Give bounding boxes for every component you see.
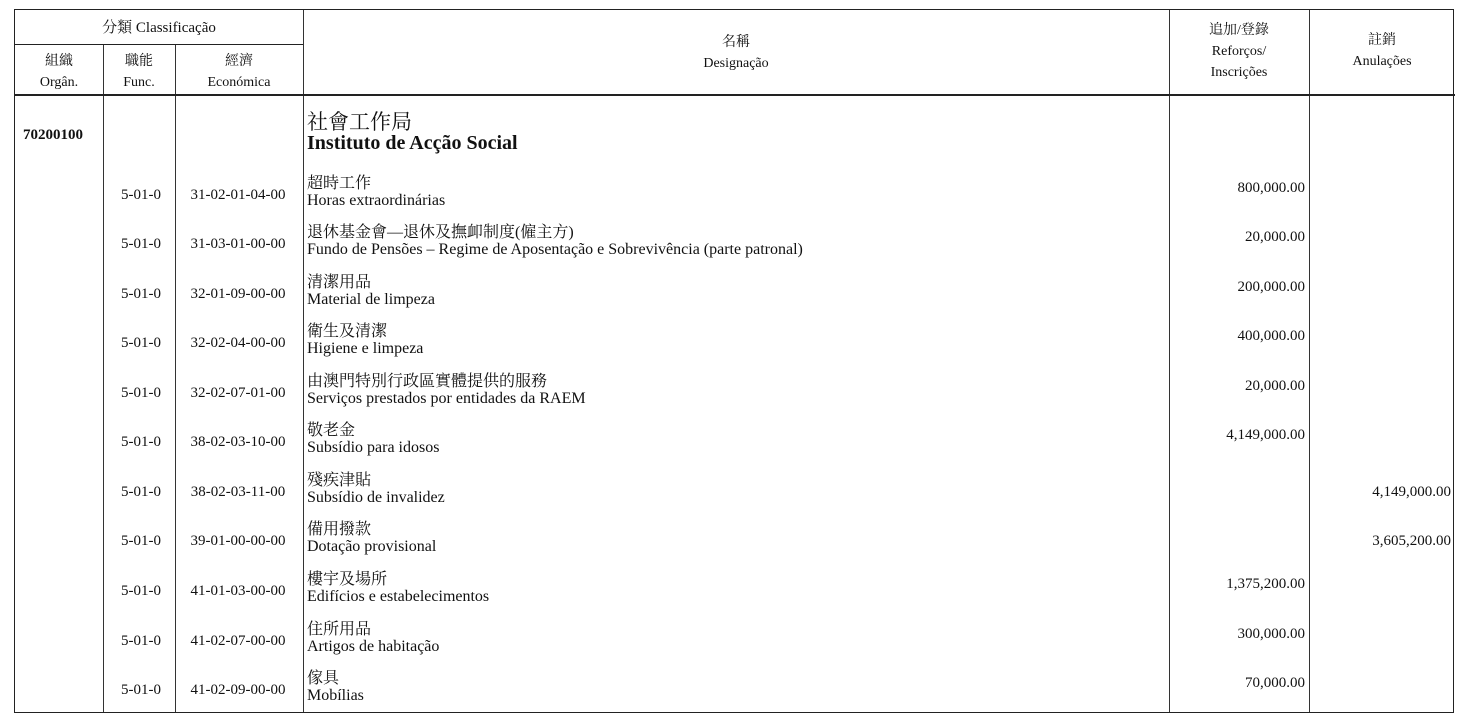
econ-code: 41-02-09-00-00 — [190, 682, 286, 698]
func-code: 5-01-0 — [121, 236, 161, 252]
designation-zh: 敬老金 — [307, 422, 356, 439]
reforco-amount: 400,000.00 — [1237, 328, 1305, 344]
func-code: 5-01-0 — [121, 583, 161, 599]
organ-header — [15, 51, 103, 93]
func-header — [103, 51, 175, 93]
econ-code: 31-03-01-00-00 — [190, 236, 286, 252]
designation-zh: 傢具 — [307, 670, 340, 687]
func-header-pt: Func. — [123, 75, 155, 90]
designation-pt: Fundo de Pensões – Regime de Aposentação e Sobrevivência (parte patronal) — [307, 241, 803, 258]
reforco-amount: 300,000.00 — [1237, 626, 1305, 642]
designation-zh: 由澳門特別行政區實體提供的服務 — [307, 373, 548, 390]
anulacoes-header — [1309, 30, 1455, 72]
designation-zh: 超時工作 — [307, 175, 372, 192]
func-code: 5-01-0 — [121, 187, 161, 203]
designation-pt: Artigos de habitação — [307, 638, 440, 655]
table-row — [15, 275, 1455, 324]
table-row — [15, 324, 1455, 373]
reforcos-header-pt2: Inscrições — [1210, 65, 1268, 80]
table-row — [15, 225, 1455, 274]
func-code: 5-01-0 — [121, 286, 161, 302]
organ-code: 70200100 — [23, 127, 83, 143]
reforco-amount: 20,000.00 — [1245, 229, 1305, 245]
reforcos-header-zh: 追加/登錄 — [1209, 23, 1269, 38]
table-row — [15, 572, 1455, 621]
table-row — [15, 176, 1455, 225]
designation-pt: Dotação provisional — [307, 538, 437, 555]
department-name-zh: 社會工作局 — [307, 110, 412, 134]
designation-pt: Edifícios e estabelecimentos — [307, 588, 490, 605]
designation-pt: Higiene e limpeza — [307, 340, 424, 357]
reforco-amount: 20,000.00 — [1245, 378, 1305, 394]
func-code: 5-01-0 — [121, 533, 161, 549]
reforco-amount: 70,000.00 — [1245, 675, 1305, 691]
budget-table — [14, 9, 1454, 713]
organ-header-pt: Orgân. — [39, 75, 79, 90]
designation-zh: 衛生及清潔 — [307, 323, 388, 340]
anulacao-amount: 3,605,200.00 — [1372, 533, 1451, 549]
anulacoes-header-zh: 註銷 — [1368, 33, 1396, 48]
designation-zh: 清潔用品 — [307, 274, 372, 291]
designation-zh: 退休基金會—退休及撫卹制度(僱主方) — [307, 224, 574, 241]
table-row — [15, 671, 1455, 720]
designation-zh: 樓宇及場所 — [307, 571, 388, 588]
econ-code: 32-01-09-00-00 — [190, 286, 286, 302]
designation-pt: Subsídio para idosos — [307, 439, 440, 456]
reforco-amount: 1,375,200.00 — [1226, 576, 1305, 592]
designation-pt: Serviços prestados por entidades da RAEM — [307, 390, 586, 407]
designation-zh: 備用撥款 — [307, 521, 372, 538]
func-code: 5-01-0 — [121, 434, 161, 450]
reforco-amount: 200,000.00 — [1237, 279, 1305, 295]
reforcos-header-pt1: Reforços/ — [1211, 44, 1267, 59]
table-row — [15, 522, 1455, 571]
func-code: 5-01-0 — [121, 385, 161, 401]
econ-code: 39-01-00-00-00 — [190, 533, 286, 549]
table-row — [15, 374, 1455, 423]
designation-zh: 殘疾津貼 — [307, 472, 372, 489]
reforco-amount: 800,000.00 — [1237, 180, 1305, 196]
econ-code: 38-02-03-10-00 — [190, 434, 286, 450]
table-row — [15, 473, 1455, 522]
department-name-pt: Instituto de Acção Social — [307, 132, 518, 154]
designation-zh: 住所用品 — [307, 621, 372, 638]
func-code: 5-01-0 — [121, 484, 161, 500]
header-bottom-rule — [15, 94, 1455, 96]
econ-code: 41-01-03-00-00 — [190, 583, 286, 599]
designation-header-zh: 名稱 — [722, 35, 750, 50]
reforcos-header — [1169, 20, 1309, 83]
designation-pt: Subsídio de invalidez — [307, 489, 445, 506]
reforco-amount: 4,149,000.00 — [1226, 427, 1305, 443]
designation-header-pt: Designação — [703, 56, 769, 71]
econ-code: 41-02-07-00-00 — [190, 633, 286, 649]
designation-header — [303, 32, 1169, 74]
func-code: 5-01-0 — [121, 633, 161, 649]
table-row — [15, 622, 1455, 671]
econ-header-pt: Económica — [207, 75, 271, 90]
classification-header: 分類 Classificação — [102, 20, 216, 36]
organ-header-zh: 組織 — [45, 54, 73, 69]
anulacoes-header-pt: Anulações — [1352, 54, 1412, 69]
func-code: 5-01-0 — [121, 335, 161, 351]
table-row — [15, 423, 1455, 472]
func-header-zh: 職能 — [125, 54, 153, 69]
designation-pt: Mobílias — [307, 687, 364, 704]
econ-header — [175, 51, 303, 93]
designation-pt: Material de limpeza — [307, 291, 435, 308]
econ-code: 38-02-03-11-00 — [190, 484, 286, 500]
econ-code: 31-02-01-04-00 — [190, 187, 286, 203]
func-code: 5-01-0 — [121, 682, 161, 698]
classification-subheader-rule — [15, 44, 303, 45]
anulacao-amount: 4,149,000.00 — [1372, 484, 1451, 500]
econ-header-zh: 經濟 — [225, 54, 253, 69]
designation-pt: Horas extraordinárias — [307, 192, 446, 209]
econ-code: 32-02-04-00-00 — [190, 335, 286, 351]
econ-code: 32-02-07-01-00 — [190, 385, 286, 401]
